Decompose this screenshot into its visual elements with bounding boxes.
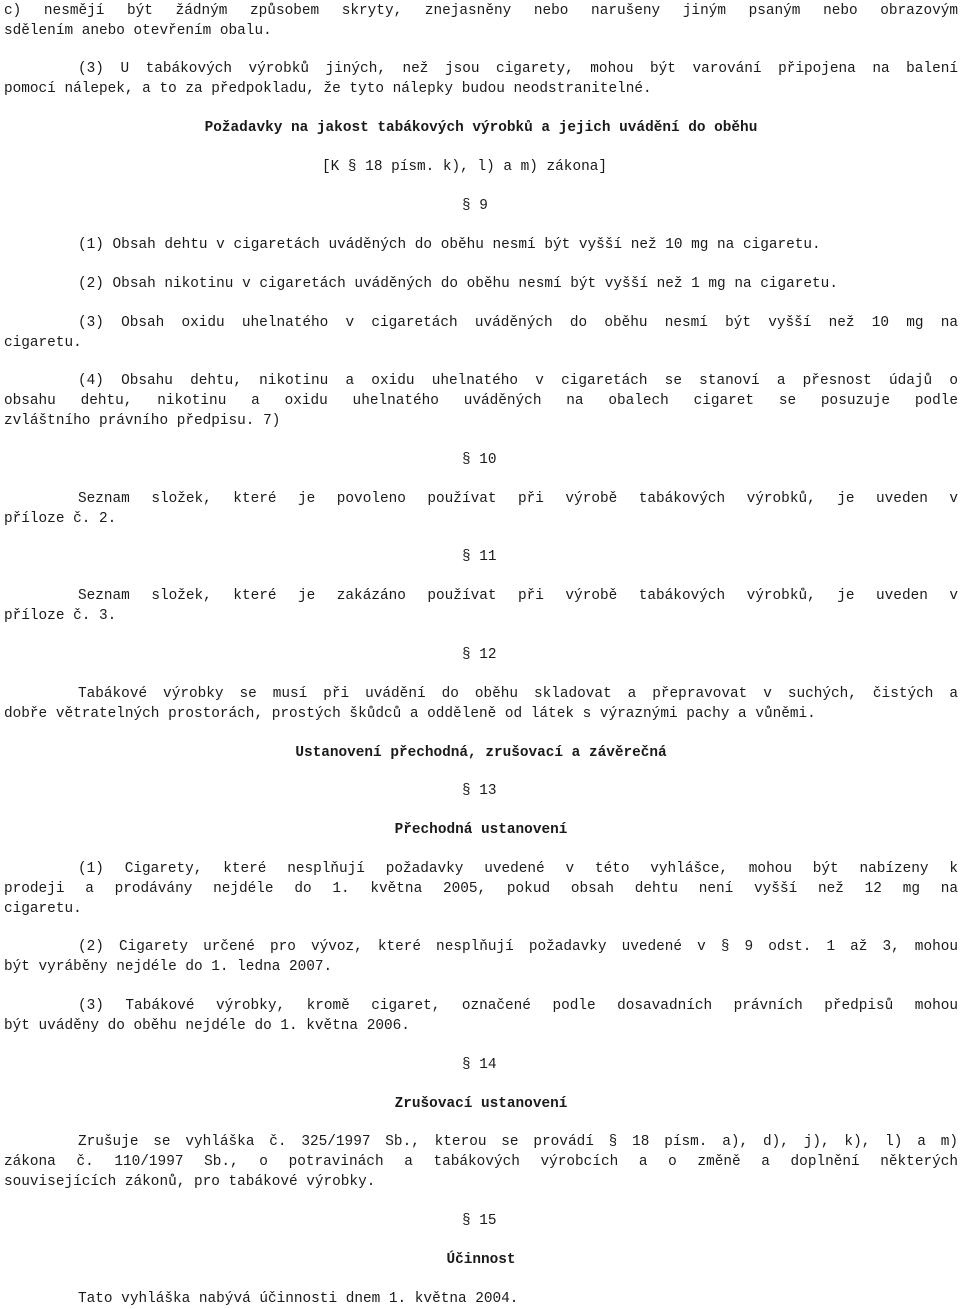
heading-transitional: Ustanovení přechodná, zrušovací a závěrečná bbox=[295, 745, 667, 761]
section-9-title: § 9 bbox=[462, 198, 488, 214]
para3-line-2: pomocí nálepek, a to za předpokladu, že tyto nálepky budou neodstranitelné. bbox=[4, 81, 652, 97]
s11-line-2: příloze č. 3. bbox=[4, 608, 117, 624]
s11-line-1: Seznam složek, které je zakázáno používat při výrobě tabákových výrobků, je uveden v bbox=[78, 588, 958, 604]
s13-paragraph-3-line-2: být uváděny do oběhu nejdéle do 1. května 2006. bbox=[4, 1018, 410, 1034]
intro-line-2: sdělením anebo otevřením obalu. bbox=[4, 23, 272, 39]
s12-line-1: Tabákové výrobky se musí při uvádění do oběhu skladovat a přepravovat v suchých, čistých a bbox=[78, 686, 958, 702]
intro-line-1: c) nesmějí být žádným způsobem skryty, znejasněny nebo narušeny jiným psaným nebo obrazovým bbox=[4, 3, 958, 19]
s14-line-2: zákona č. 110/1997 Sb., o potravinách a tabákových výrobcích a o změně a doplnění některých bbox=[4, 1154, 958, 1170]
s13-paragraph-1-line-1: (1) Cigarety, které nesplňují požadavky uvedené v této vyhlášce, mohou být nabízeny k bbox=[78, 861, 958, 877]
s9-paragraph-4-line-3: zvláštního právního předpisu. 7) bbox=[4, 413, 281, 429]
s10-line-1: Seznam složek, které je povoleno používat při výrobě tabákových výrobků, je uveden v bbox=[78, 491, 958, 507]
s15-line-1: Tato vyhláška nabývá účinnosti dnem 1. května 2004. bbox=[78, 1291, 519, 1307]
section-14-subtitle: Zrušovací ustanovení bbox=[394, 1096, 568, 1112]
s9-paragraph-3-line-2: cigaretu. bbox=[4, 335, 82, 351]
s14-line-1: Zrušuje se vyhláška č. 325/1997 Sb., kterou se provádí § 18 písm. a), d), j), k), l) a m) bbox=[78, 1134, 958, 1150]
s9-paragraph-2: (2) Obsah nikotinu v cigaretách uváděných do oběhu nesmí být vyšší než 1 mg na cigaretu. bbox=[78, 276, 838, 292]
section-13-title: § 13 bbox=[462, 783, 497, 799]
s13-paragraph-2-line-1: (2) Cigarety určené pro vývoz, které nesplňují požadavky uvedené v § 9 odst. 1 až 3, mohou bbox=[78, 939, 958, 955]
section-14-title: § 14 bbox=[462, 1057, 497, 1073]
s9-paragraph-4-line-1: (4) Obsahu dehtu, nikotinu a oxidu uhelnatého v cigaretách se stanoví a přesnost údajů o bbox=[78, 373, 958, 389]
section-10-title: § 10 bbox=[462, 452, 497, 468]
s14-line-3: souvisejících zákonů, pro tabákové výrobky. bbox=[4, 1174, 376, 1190]
s13-paragraph-1-line-3: cigaretu. bbox=[4, 901, 82, 917]
section-12-title: § 12 bbox=[462, 647, 497, 663]
section-13-subtitle: Přechodná ustanovení bbox=[394, 822, 568, 838]
s13-paragraph-1-line-2: prodeji a prodávány nejdéle do 1. května 2005, pokud obsah dehtu není vyšší než 12 mg na bbox=[4, 881, 958, 897]
section-15-title: § 15 bbox=[462, 1213, 497, 1229]
para3-line-1: (3) U tabákových výrobků jiných, než jsou cigarety, mohou být varování připojena na balení bbox=[78, 61, 958, 77]
s9-paragraph-1: (1) Obsah dehtu v cigaretách uváděných do oběhu nesmí být vyšší než 10 mg na cigaretu. bbox=[78, 237, 821, 253]
s13-paragraph-3-line-1: (3) Tabákové výrobky, kromě cigaret, označené podle dosavadních právních předpisů mohou bbox=[78, 998, 958, 1014]
section-11-title: § 11 bbox=[462, 549, 497, 565]
s9-paragraph-3-line-1: (3) Obsah oxidu uhelnatého v cigaretách uváděných do oběhu nesmí být vyšší než 10 mg na bbox=[78, 315, 958, 331]
heading-quality: Požadavky na jakost tabákových výrobků a jejich uvádění do oběhu bbox=[204, 120, 758, 136]
s9-paragraph-4-line-2: obsahu dehtu, nikotinu a oxidu uhelnatého uváděných na obalech cigaret se posuzuje podle bbox=[4, 393, 958, 409]
s10-line-2: příloze č. 2. bbox=[4, 511, 117, 527]
s12-line-2: dobře větratelných prostorách, prostých škůdců a odděleně od látek s výraznými pachy a vůněmi. bbox=[4, 706, 816, 722]
s13-paragraph-2-line-2: být vyráběny nejdéle do 1. ledna 2007. bbox=[4, 959, 333, 975]
law-reference: [K § 18 písm. k), l) a m) zákona] bbox=[322, 159, 607, 175]
section-15-subtitle: Účinnost bbox=[446, 1252, 516, 1268]
